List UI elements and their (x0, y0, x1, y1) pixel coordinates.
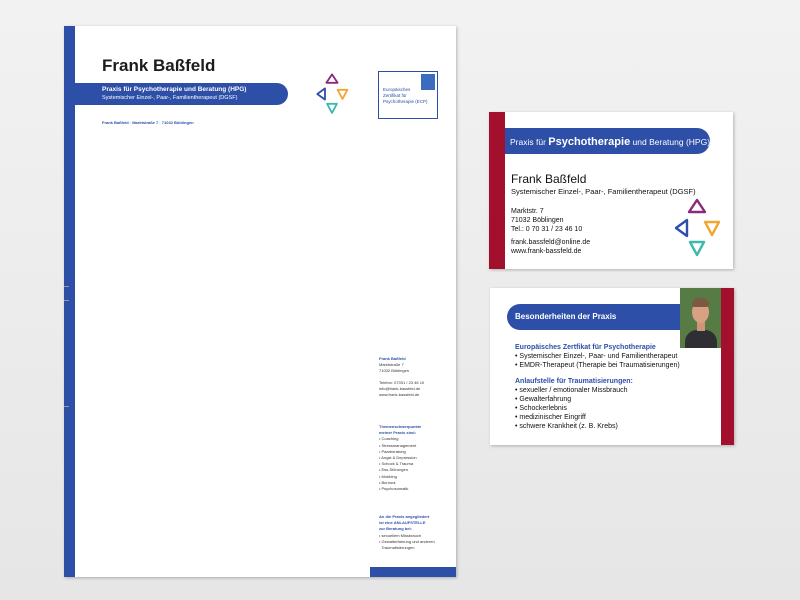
letterhead-blue-bar (64, 26, 75, 577)
letterhead-practice: Praxis für Psychotherapie und Beratung (HPG) (102, 86, 247, 93)
certificate-logo-icon (378, 71, 438, 119)
card-email: frank.bassfeld@online.de (511, 239, 591, 246)
letterhead-sheet (64, 26, 456, 577)
list-item: • EMDR-Therapeut (Therapie bei Traumatisierungen) (515, 362, 680, 369)
business-card-back (490, 288, 734, 445)
certificate-text: Europäisches Zertifikat für Psychotherapie (ECP) (383, 87, 428, 104)
card-name: Frank Baßfeld (511, 172, 587, 186)
triangle-logo-icon (673, 198, 721, 258)
card-street: Marktstr. 7 (511, 208, 544, 215)
letterhead-subtitle: Systemischer Einzel-, Paar-, Familientherapeut (DGSF) (102, 95, 238, 101)
card-practice-banner (505, 128, 710, 154)
list-item: • sexueller / emotionaler Missbrauch (515, 387, 628, 394)
business-card-front (489, 112, 733, 269)
fold-mark (64, 406, 69, 407)
card-city: 71032 Böblingen (511, 217, 564, 224)
letterhead-name: Frank Baßfeld (102, 56, 216, 75)
letterhead-focus-block: Themenschwerpunkte meiner Praxis sind: • Coaching • Stressmanagement • Paarberatung • Angst & Depression • Schock & Trauma • Ess-Störungen • Mobbing • Burnout • Psychosomatik (379, 424, 422, 492)
card-red-bar (721, 288, 734, 445)
list-item: • Gewalterfahrung (515, 396, 572, 403)
card-heading-banner (507, 304, 697, 330)
fold-mark (64, 300, 69, 301)
card-title: Systemischer Einzel-, Paar-, Familientherapeut (DGSF) (511, 187, 696, 196)
card-web: www.frank-bassfeld.de (511, 248, 582, 255)
letterhead-contact-block: Frank Baßfeld Marktstraße 7 71032 Böblingen Telefon: 07031 / 23 46 10 info@frank-bassfeld.de www.frank-bassfeld.de (379, 356, 425, 398)
list-item: • medizinischer Eingriff (515, 414, 586, 421)
portrait-photo (680, 288, 721, 348)
list-item: • Systemischer Einzel-, Paar- und Familientherapeut (515, 353, 678, 360)
letterhead-contact-point-block: An die Praxis angegliedert ist eine ANLAUFSTELLE zur Beratung bei: • sexuellem Missbrauch • Gewalterfahrung und anderen Traumatisierungen (379, 514, 435, 551)
section2-title: Anlaufstelle für Traumatisierungen: (515, 378, 633, 385)
letterhead-practice-banner (64, 83, 288, 105)
fold-mark (64, 286, 69, 287)
letterhead-bottom-bar (370, 567, 456, 577)
letterhead-address-line: Frank Baßfeld · Marktstraße 7 · 71032 Böblingen (102, 120, 194, 125)
list-item: • Schockerlebnis (515, 405, 567, 412)
card-phone: Tel.: 0 70 31 / 23 46 10 (511, 226, 583, 233)
card-red-bar (489, 112, 505, 269)
card-heading: Besonderheiten der Praxis (515, 312, 617, 321)
list-item: • schwere Krankheit (z. B. Krebs) (515, 423, 618, 430)
section1-title: Europäisches Zertfikat für Psychotherapie (515, 344, 656, 351)
triangle-logo-icon (314, 73, 350, 115)
card-practice-text: Praxis für Psychotherapie und Beratung (HPG) (510, 136, 711, 148)
